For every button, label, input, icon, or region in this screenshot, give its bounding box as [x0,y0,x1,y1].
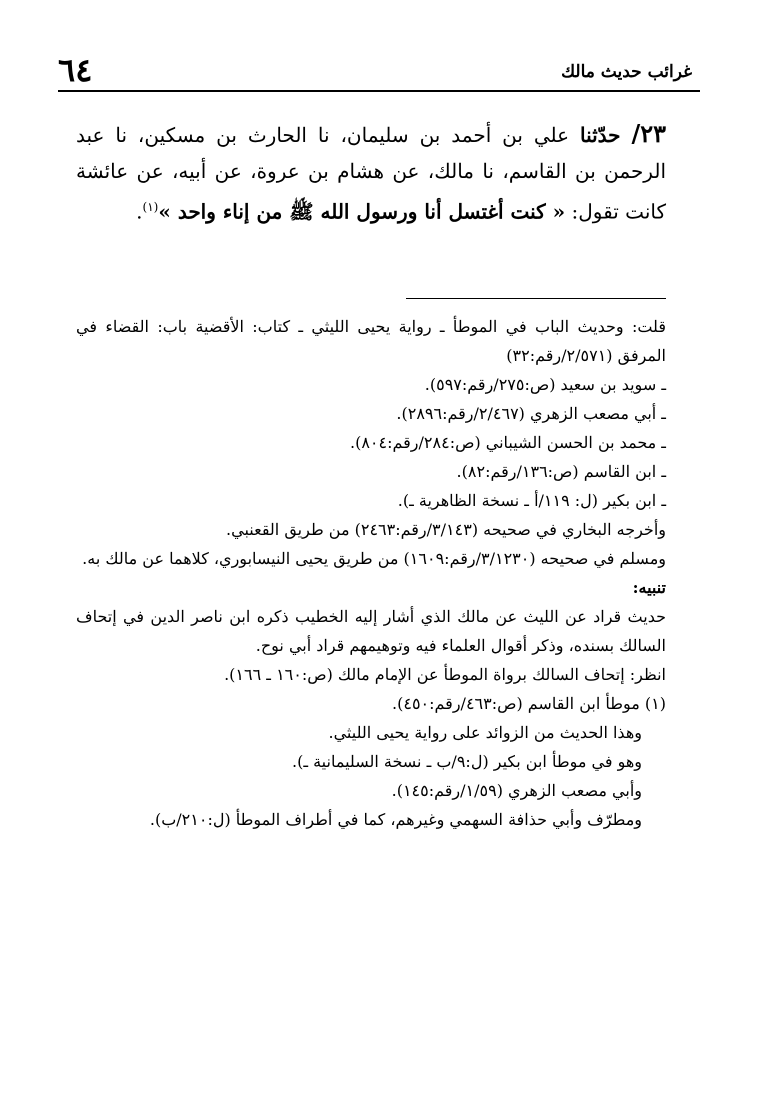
note-line: ـ أبي مصعب الزهري (٢/٤٦٧/رقم:٢٨٩٦). [396,404,666,423]
note-line: ـ سويد بن سعيد (ص:٢٧٥/رقم:٥٩٧). [424,375,666,394]
footnote-line: وهذا الحديث من الزوائد على رواية يحيى الليثي. [328,723,642,742]
header-rule [58,90,700,92]
hadith-text: ٢٣/ حدّثنا علي بن أحمد بن سليمان، نا الحارث بن مسكين، نا عبد الرحمن بن القاسم، نا مالك، عن هشام بن عروة، عن أبيه، عن عائشة كانت تقول: « كنت أغتسل أنا ورسول الله ﷺ من إناء واحد »$^{(١)}$. [76,119,666,224]
note-heading: تنبيه: [632,578,666,597]
hadith-isnad: علي بن أحمد بن سليمان، نا الحارث بن مسكين، نا عبد الرحمن بن القاسم، نا مالك، عن هشام بن عروة، عن أبيه، عن عائشة كانت تقول: [76,123,666,224]
page-header [58,52,700,92]
note-line: قلت: وحديث الباب في الموطأ ـ رواية يحيى الليثي ـ كتاب: الأقضية باب: القضاء في المرفق (٢/٥٧١/رقم:٣٢) [76,317,666,365]
page-number: ٦٤ [58,51,93,89]
footnote-line: ومطرّف وأبي حذافة السهمي وغيرهم، كما في أطراف الموطأ (ل:٢١٠/ب). [149,810,642,829]
note-line: ـ محمد بن الحسن الشيباني (ص:٢٨٤/رقم:٨٠٤). [350,433,666,452]
note-line: ـ ابن القاسم (ص:١٣٦/رقم:٨٢). [456,462,666,481]
footnote-line: وهو في موطأ ابن بكير (ل:٩/ب ـ نسخة السليمانية ـ). [291,752,642,771]
footnote-ref: (١) [142,200,159,214]
hadith-number: ٢٣/ [631,119,666,148]
note-line: وأخرجه البخاري في صحيحه (٣/١٤٣/رقم:٢٤٦٣) من طريق القعنبي. [226,520,666,539]
footnote-line: (١) موطأ ابن القاسم (ص:٤٦٣/رقم:٤٥٠). [392,694,666,713]
note-line: ومسلم في صحيحه (٣/١٢٣٠/رقم:١٦٠٩) من طريق يحيى النيسابوري، كلاهما عن مالك به. [82,549,666,568]
hadith-matn: « كنت أغتسل أنا ورسول الله ﷺ من إناء واحد » [158,199,566,224]
footnote-separator [406,298,666,299]
note-line: حديث قراد عن الليث عن مالك الذي أشار إليه الخطيب ذكره ابن ناصر الدين في إتحاف السالك بسنده، وذكر أقوال العلماء فيه وتوهيمهم قراد أبي نوح. [76,607,666,655]
notes-section [76,312,666,834]
note-line: ـ ابن بكير (ل: ١١٩/أ ـ نسخة الظاهرية ـ). [397,491,666,510]
running-title: غرائب حديث مالك [561,62,692,82]
note-line: انظر: إتحاف السالك برواة الموطأ عن الإمام مالك (ص:١٦٠ ـ ١٦٦). [224,665,666,684]
footnote-line: وأبي مصعب الزهري (١/٥٩/رقم:١٤٥). [391,781,642,800]
hadith-intro: حدّثنا [579,123,621,147]
